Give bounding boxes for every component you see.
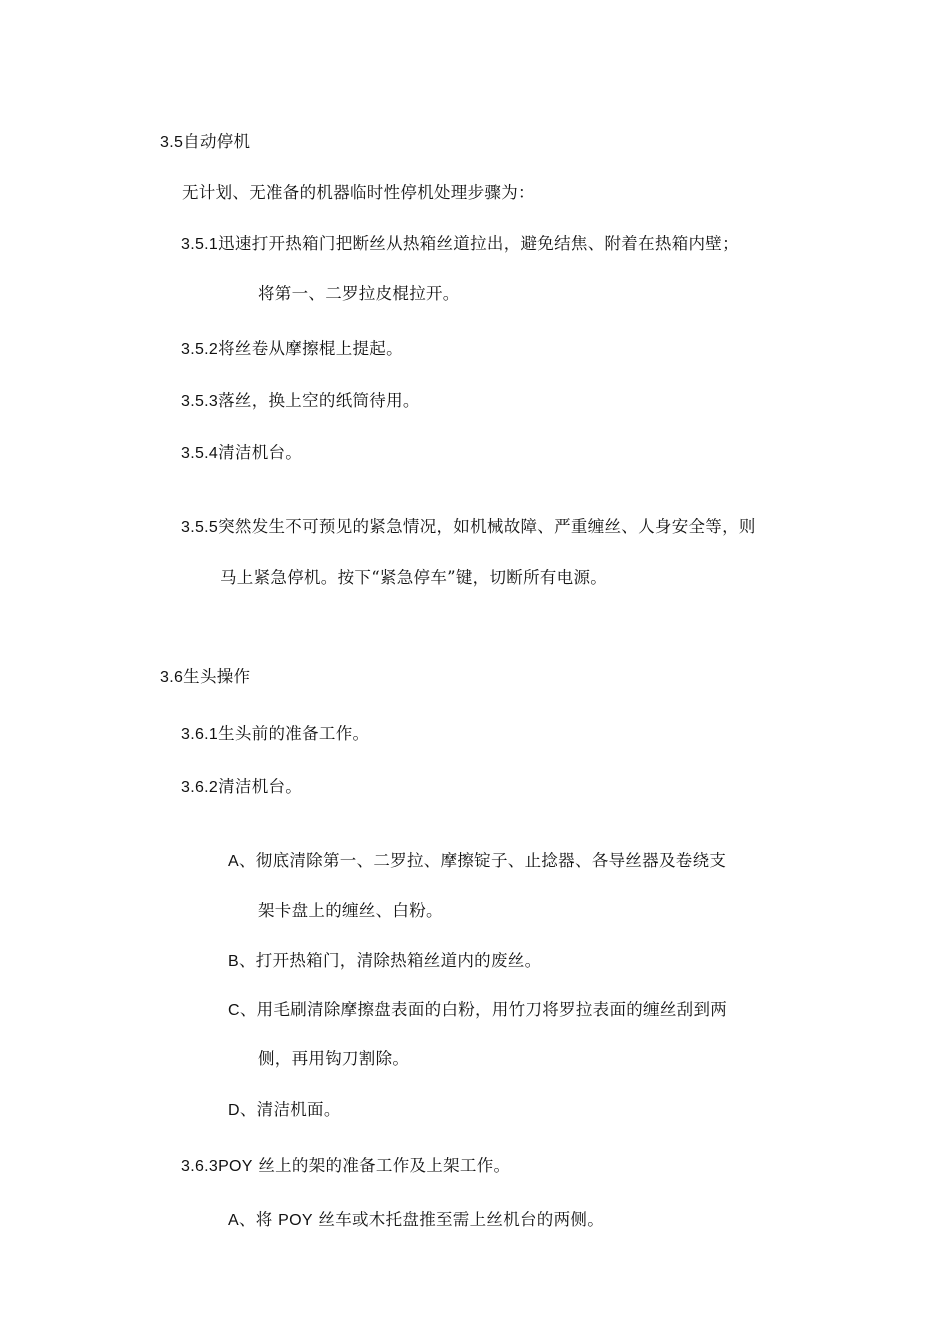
step-text: 将丝卷从摩擦棍上提起。	[218, 339, 403, 358]
item-3-6-2-b	[228, 950, 541, 973]
item-3-6-2-c	[228, 999, 727, 1022]
step-number: 3.5.1	[181, 236, 219, 253]
item-letter: A	[228, 853, 239, 870]
item-text: 、打开热箱门，清除热箱丝道内的废丝。	[238, 951, 542, 970]
heading-text: 自动停机	[183, 132, 251, 151]
step-3-6-1	[181, 723, 369, 746]
step-number: 3.5.5	[181, 519, 219, 536]
step-text: 迅速打开热箱门把断丝从热箱丝道拉出，避免结焦、附着在热箱内壁；	[218, 234, 739, 253]
heading-number: 3.5	[160, 134, 184, 151]
step-number: 3.5.4	[181, 445, 219, 462]
step-3-5-1-continuation: 将第一、二罗拉皮棍拉开。	[258, 284, 460, 303]
step-number: 3.5.2	[181, 341, 219, 358]
item-letter: B	[228, 953, 239, 970]
item-text: 、用毛刷清除摩擦盘表面的白粉，用竹刀将罗拉表面的缠丝刮到两	[239, 1000, 728, 1019]
item-3-6-3-a	[228, 1209, 604, 1232]
step-number: 3.6.2	[181, 779, 219, 796]
item-text: 、将	[238, 1210, 279, 1229]
step-text: 清洁机台。	[218, 777, 303, 796]
step-text: 丝上的架的准备工作及上架工作。	[252, 1156, 511, 1175]
item-poy: POY	[278, 1212, 313, 1229]
item-letter: D	[228, 1102, 240, 1119]
section-3-5-heading	[160, 131, 250, 154]
heading-number: 3.6	[160, 669, 184, 686]
item-letter: A	[228, 1212, 239, 1229]
step-3-5-4	[181, 442, 302, 465]
section-3-6-heading	[160, 666, 250, 689]
item-3-6-2-a-continuation: 架卡盘上的缠丝、白粉。	[258, 901, 443, 920]
step-number: 3.6.3POY	[181, 1158, 253, 1175]
step-3-6-3	[181, 1155, 510, 1178]
step-number: 3.6.1	[181, 726, 219, 743]
step-3-5-3	[181, 390, 420, 413]
item-3-6-2-d	[228, 1099, 341, 1122]
item-text: 、彻底清除第一、二罗拉、摩擦锭子、止捻器、各导丝器及卷绕支	[238, 851, 727, 870]
step-text: 生头前的准备工作。	[218, 724, 370, 743]
item-letter: C	[228, 1002, 240, 1019]
step-3-5-2	[181, 338, 403, 361]
step-3-6-2	[181, 776, 302, 799]
item-text-2: 丝车或木托盘推至需上丝机台的两侧。	[312, 1210, 604, 1229]
item-text: 、清洁机面。	[239, 1100, 341, 1119]
heading-text: 生头操作	[183, 667, 251, 686]
step-3-5-5	[181, 516, 756, 539]
step-text: 落丝，换上空的纸筒待用。	[218, 391, 420, 410]
item-3-6-2-c-continuation: 侧，再用钩刀割除。	[258, 1049, 410, 1068]
step-3-5-5-continuation: 马上紧急停机。按下“紧急停车”键，切断所有电源。	[220, 568, 608, 587]
step-text: 清洁机台。	[218, 443, 303, 462]
step-text: 突然发生不可预见的紧急情况，如机械故障、严重缠丝、人身安全等，则	[218, 517, 756, 536]
section-3-5-intro: 无计划、无准备的机器临时性停机处理步骤为：	[182, 183, 535, 202]
step-number: 3.5.3	[181, 393, 219, 410]
step-3-5-1	[181, 233, 739, 256]
item-3-6-2-a	[228, 850, 726, 873]
